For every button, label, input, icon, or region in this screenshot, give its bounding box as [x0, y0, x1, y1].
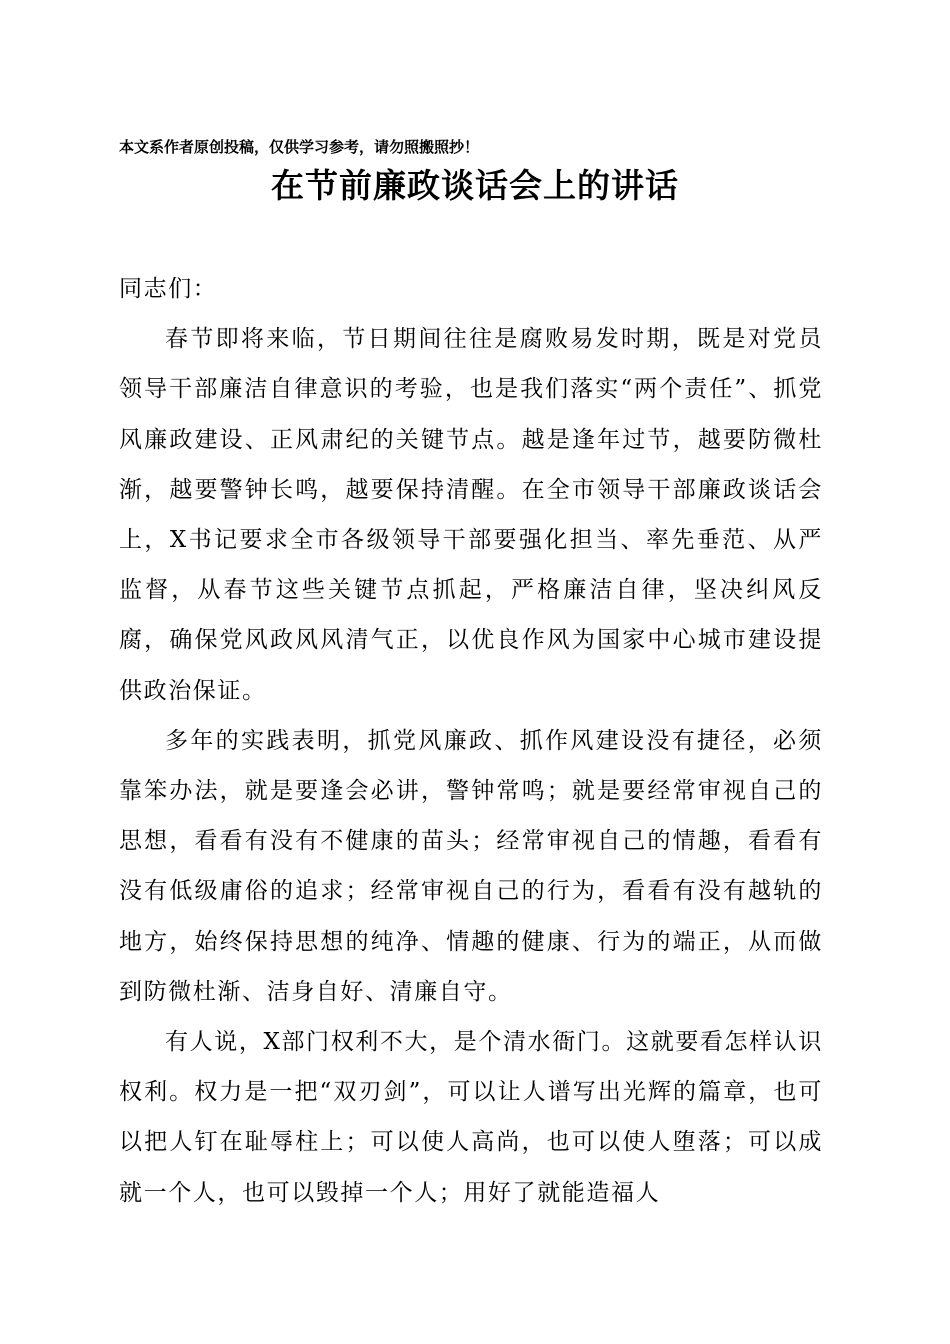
paragraph-2: 多年的实践表明，抓党风廉政、抓作风建设没有捷径，必须靠笨办法，就是要逢会必讲，警钟常鸣；就是要经常审视自己的思想，看看有没有不健康的苗头；经常审视自己的情趣，看看有没有低级庸俗的追求；经常审视自己的行为，看看有没有越轨的地方，始终保持思想的纯净、情趣的健康、行为的端正，从而做到防微杜渐、洁身自好、清廉自守。 — [119, 727, 823, 1005]
document-body — [119, 264, 823, 1218]
document-title: 在节前廉政谈话会上的讲话 — [271, 166, 679, 205]
paragraph-3: 有人说，X部门权利不大，是个清水衙门。这就要看怎样认识权利。权力是一把“双刃剑”，可以让人谱写出光辉的篇章，也可以把人钉在耻辱柱上；可以使人高尚，也可以使人堕落；可以成就一个人，也可以毁掉一个人；用好了就能造福人 — [119, 1029, 823, 1206]
copyright-notice: 本文系作者原创投稿，仅供学习参考，请勿照搬照抄！ — [119, 138, 480, 156]
salutation: 同志们： — [119, 276, 218, 302]
paragraph-1: 春节即将来临，节日期间往往是腐败易发时期，既是对党员领导干部廉洁自律意识的考验，也是我们落实“两个责任”、抓党风廉政建设、正风肃纪的关键节点。越是逢年过节，越要防微杜渐，越要警钟长鸣，越要保持清醒。在全市领导干部廉政谈话会上，X书记要求全市各级领导干部要强化担当、率先垂范、从严监督，从春节这些关键节点抓起，严格廉洁自律，坚决纠风反腐，确保党风政风风清气正，以优良作风为国家中心城市建设提供政治保证。 — [119, 326, 823, 704]
